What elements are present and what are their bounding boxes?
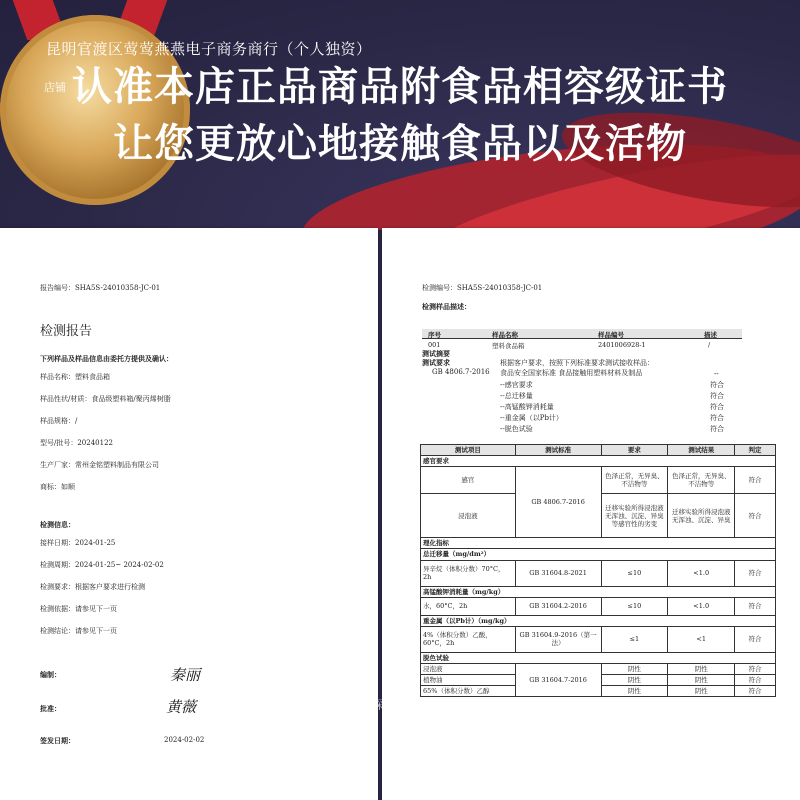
cell: 迁移实验所得浸泡液无浑浊、沉淀、异臭 — [668, 494, 735, 538]
sample-table-row — [422, 340, 742, 350]
compiler-label: 编制： — [40, 670, 61, 679]
section-row — [421, 615, 776, 626]
watermark-overlay: 深圳市恒达检测认证有限公司 — [372, 698, 529, 710]
section-row — [421, 456, 776, 467]
cell: <1 — [668, 626, 735, 652]
section-row — [421, 549, 776, 560]
col-header: 测试标准 — [515, 445, 601, 456]
test-basis: 检测依据：请参见下一页 — [40, 605, 117, 613]
report-title: 检测报告 — [40, 324, 93, 339]
manufacturer: 生产厂家：常州金铭塑料制品有限公司 — [40, 461, 159, 469]
summary-item: --脱色试验 — [500, 425, 533, 433]
cell: 001 — [428, 341, 441, 349]
sample-desc-title: 检测样品描述： — [422, 302, 471, 311]
model-batch: 型号/批号：20240122 — [40, 439, 113, 447]
cell: GB 31604.8-2021 — [515, 560, 601, 586]
cell: 符合 — [735, 467, 776, 494]
summary-item: --总迁移量 — [500, 392, 533, 400]
summary-dash: -- — [714, 370, 719, 378]
col-header: 样品名称 — [492, 331, 518, 339]
test-req-title: 测试要求 — [422, 358, 450, 367]
sample-name: 样品名称：塑料食品箱 — [40, 373, 110, 381]
cell: 符合 — [735, 626, 776, 652]
sample-material: 样品性状/材质：食品级塑料箱/聚丙烯树脂 — [40, 395, 171, 403]
cell: 符合 — [735, 560, 776, 586]
col-header: 判定 — [735, 445, 776, 456]
summary-item: --感官要求 — [500, 381, 533, 389]
cell: 浸泡液 — [421, 663, 516, 674]
col-header: 要求 — [601, 445, 668, 456]
test-req-text: 根据客户要求，按照下列标准要求测试接收样品： — [500, 359, 654, 367]
cell: 65%（体积分数）乙醇 — [421, 686, 516, 697]
summary-item: --高锰酸钾消耗量 — [500, 403, 554, 411]
approver-signature: 黄薇 — [166, 698, 197, 716]
results-table — [420, 444, 776, 697]
section-row — [421, 538, 776, 549]
summary-result: 符合 — [710, 392, 724, 400]
sample-spec: 样品规格：/ — [40, 417, 78, 425]
banner — [0, 0, 800, 230]
cell: GB 31604.7-2016 — [515, 663, 601, 696]
cell: ≤1 — [601, 626, 668, 652]
cell: 感官 — [421, 467, 516, 494]
summary-result: 符合 — [710, 414, 724, 422]
standard-name: 食品安全国家标准 食品接触用塑料材料及制品 — [500, 369, 643, 377]
cell: 符合 — [735, 494, 776, 538]
issue-date-label: 签发日期： — [40, 736, 75, 745]
summary-item: --重金属（以Pb计） — [500, 414, 563, 422]
test-summary-title: 测试摘要 — [422, 349, 450, 358]
col-header: 测试项目 — [421, 445, 516, 456]
receive-date: 接样日期：2024-01-25 — [40, 539, 116, 547]
cell: <1.0 — [668, 597, 735, 615]
cell: <1.0 — [668, 560, 735, 586]
summary-result: 符合 — [710, 403, 724, 411]
compiler-signature: 秦丽 — [170, 666, 201, 684]
issue-date: 2024-02-02 — [164, 736, 205, 744]
cell: 符合 — [735, 597, 776, 615]
report-number: 报告编号：SHA5S-24010358-JC-01 — [40, 284, 161, 292]
cell: 符合 — [735, 675, 776, 686]
cell: 阴性 — [601, 663, 668, 674]
standard-code: GB 4806.7-2016 — [432, 368, 490, 376]
cell: 浸泡液 — [421, 494, 516, 538]
headline-secondary: 让您更放心地接触食品以及活物 — [113, 121, 687, 167]
shop-sub-label: 店铺 — [44, 81, 66, 94]
headline-primary: 认准本店正品商品附食品相容级证书 — [72, 64, 728, 110]
section-label: 理化指标 — [421, 538, 776, 549]
cell: 阴性 — [668, 686, 735, 697]
col-header: 样品编号 — [598, 331, 624, 339]
cell: GB 31604.9-2016（第一法） — [515, 626, 601, 652]
section-label: 感官要求 — [421, 456, 776, 467]
section-row — [421, 586, 776, 597]
cell: 迁移实验所得浸泡液无浑浊、沉淀、异臭等感官性的劣变 — [601, 494, 668, 538]
cell: / — [708, 341, 711, 349]
test-info-title: 检测信息： — [40, 520, 75, 529]
table-row — [421, 467, 776, 494]
cell: GB 31604.2-2016 — [515, 597, 601, 615]
cell: 阴性 — [601, 675, 668, 686]
table-row — [421, 597, 776, 615]
cell: ≤10 — [601, 597, 668, 615]
test-requirement: 检测要求：根据客户要求进行检测 — [40, 583, 145, 591]
col-header: 测试结果 — [668, 445, 735, 456]
cell: 4%（体积分数）乙酸，60°C，2h — [421, 626, 516, 652]
table-row — [421, 626, 776, 652]
section-label: 脱色试验 — [421, 652, 776, 663]
cell: 塑料食品箱 — [492, 342, 525, 350]
section-row — [421, 652, 776, 663]
cell: 色泽正常，无异臭、不洁物等 — [601, 467, 668, 494]
cell: 阴性 — [601, 686, 668, 697]
col-header: 描述 — [704, 331, 717, 339]
table-row — [421, 663, 776, 674]
col-header: 序号 — [428, 331, 441, 339]
cell: 异辛烷（体积分数）70°C，2h — [421, 560, 516, 586]
table-header-row — [421, 445, 776, 456]
section-label: 重金属（以Pb计）（mg/kg） — [421, 615, 776, 626]
shop-name: 昆明官渡区莺莺燕燕电子商务商行（个人独资） — [46, 40, 372, 58]
cell: 植物油 — [421, 675, 516, 686]
cell: 符合 — [735, 686, 776, 697]
section-label: 高锰酸钾消耗量（mg/kg） — [421, 586, 776, 597]
cell: 色泽正常，无异臭、不洁物等 — [668, 467, 735, 494]
report-cover-page — [0, 228, 378, 800]
trademark: 商标：如顺 — [40, 483, 75, 491]
summary-result: 符合 — [710, 425, 724, 433]
sample-table-header — [422, 329, 742, 339]
cell: 阴性 — [668, 675, 735, 686]
cell: 符合 — [735, 663, 776, 674]
test-conclusion: 检测结论：请参见下一页 — [40, 627, 117, 635]
report-results-page — [382, 228, 800, 800]
approver-label: 批准： — [40, 704, 61, 713]
cell: 水，60°C，2h — [421, 597, 516, 615]
section-label: 总迁移量（mg/dm²） — [421, 549, 776, 560]
test-period: 检测周期：2024-01-25~ 2024-02-02 — [40, 561, 164, 569]
table-row — [421, 560, 776, 586]
report-number: 检测编号：SHA5S-24010358-JC-01 — [422, 284, 543, 292]
cell: 阴性 — [668, 663, 735, 674]
sample-intro: 下列样品及样品信息由委托方提供及确认： — [40, 354, 173, 363]
cell: 2401006928-1 — [598, 341, 646, 349]
cell: GB 4806.7-2016 — [515, 467, 601, 538]
summary-result: 符合 — [710, 381, 724, 389]
cell: ≤10 — [601, 560, 668, 586]
